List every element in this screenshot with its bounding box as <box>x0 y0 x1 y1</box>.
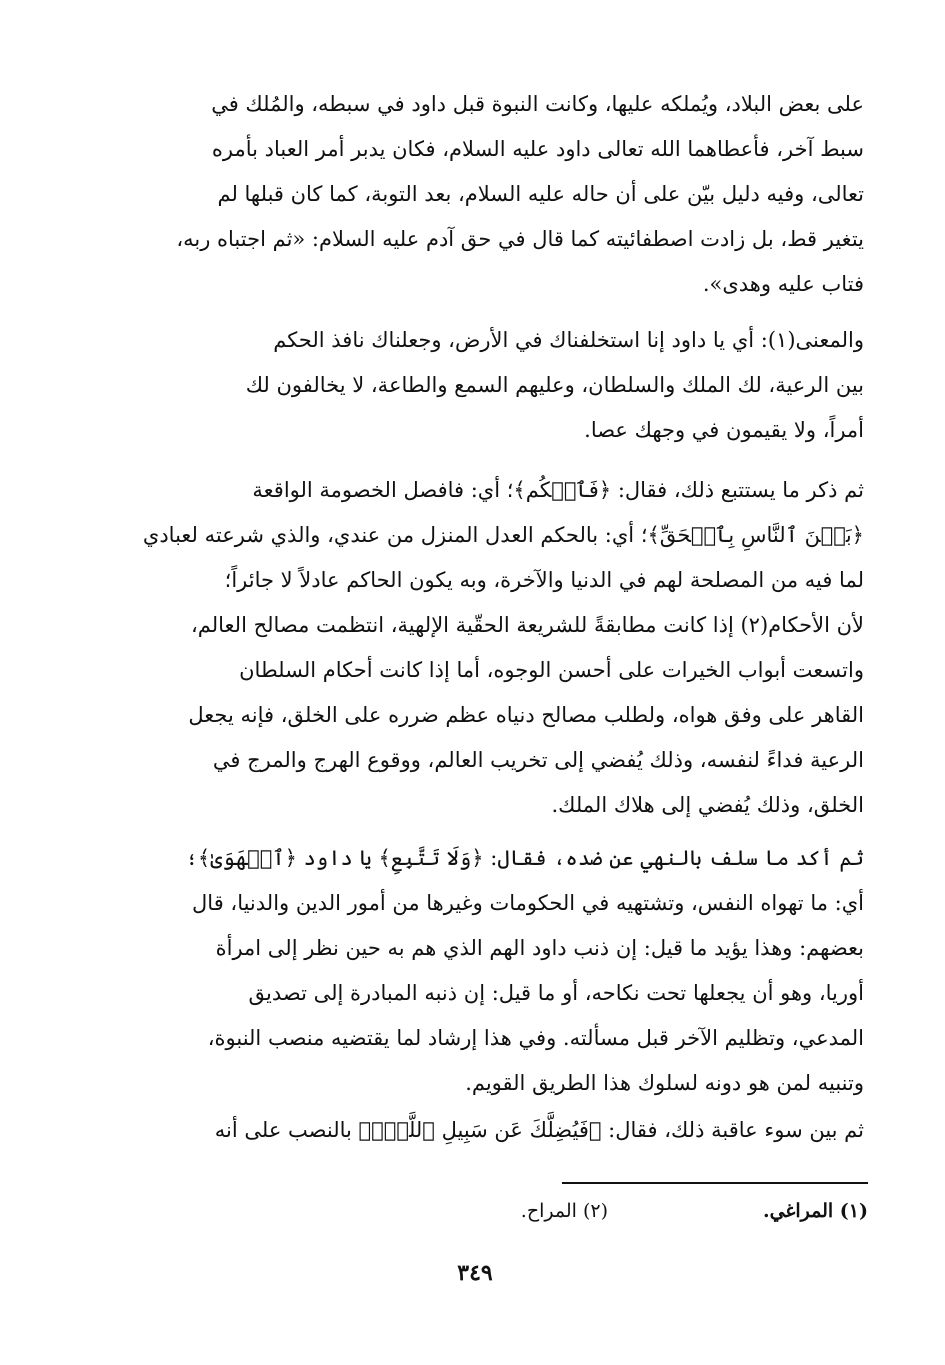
paragraph-line: واتسعت أبواب الخيرات على أحسن الوجوه، أما إذا كانت أحكام السلطان <box>239 658 864 682</box>
paragraph-line: يتغير قط، بل زادت اصطفائيته كما قال في حق آدم عليه السلام: «ثم اجتباه ربه، <box>176 227 864 251</box>
paragraph-line: لما فيه من المصلحة لهم في الدنيا والآخرة، وبه يكون الحاكم عادلاً لا جائراً؛ <box>224 568 864 592</box>
paragraph-line: ثم بين سوء عاقبة ذلك، فقال: ﴿فَيُضِلَّكَ عَن سَبِيلِ ٱللَّهِۚ﴾ بالنصب على أنه <box>214 1118 864 1142</box>
paragraph-5 <box>100 1108 864 1153</box>
paragraph-1 <box>100 82 864 307</box>
paragraph-line: بعضهم: وهذا يؤيد ما قيل: إن ذنب داود الهم الذي هم به حين نظر إلى امرأة <box>215 936 864 960</box>
paragraph-line: بين الرعية، لك الملك والسلطان، وعليهم السمع والطاعة، لا يخالفون لك <box>245 373 864 397</box>
paragraph-line: وتنبيه لمن هو دونه لسلوك هذا الطريق القويم. <box>465 1071 864 1095</box>
paragraph-line: والمعنى(١): أي يا داود إنا استخلفناك في الأرض، وجعلناك نافذ الحكم <box>273 328 864 352</box>
paragraph-line: لأن الأحكام(٢) إذا كانت مطابقةً للشريعة الحقّية الإلهية، انتظمت مصالح العالم، <box>190 613 864 637</box>
footnote-1: (١) المراغي. <box>762 1200 868 1222</box>
paragraph-line: القاهر على وفق هواه، ولطلب مصالح دنياه عظم ضرره على الخلق، فإنه يجعل <box>188 703 864 727</box>
paragraph-line: سبط آخر، فأعطاهما الله تعالى داود عليه السلام، فكان يدبر أمر العباد بأمره <box>211 137 864 161</box>
paragraph-line: ﴿بَيۡنَ ٱلنَّاسِ بِٱلۡحَقِّ﴾؛ أي: بالحكم العدل المنزل من عندي، والذي شرعته لعبادي <box>142 523 864 547</box>
paragraph-line: على بعض البلاد، ويُملكه عليها، وكانت النبوة قبل داود في سبطه، والمُلك في <box>211 92 864 116</box>
paragraph-4 <box>100 836 864 1106</box>
footnote-divider <box>562 1182 868 1184</box>
paragraph-line: ثم أكد ما سلف بالنهي عن ضده، فقال: ﴿وَلَا تَتَّبِعِ﴾ يا داود ﴿ٱلۡهَوَىٰ﴾؛ <box>185 846 864 870</box>
paragraph-line: تعالى، وفيه دليل بيّن على أن حاله عليه السلام، بعد التوبة، كما كان قبلها لم <box>217 182 864 206</box>
paragraph-line: أي: ما تهواه النفس، وتشتهيه في الحكومات وغيرها من أمور الدين والدنيا، قال <box>192 891 864 915</box>
footnotes <box>330 1196 868 1226</box>
paragraph-line: أوريا، وهو أن يجعلها تحت نكاحه، أو ما قيل: إن ذنبه المبادرة إلى تصديق <box>248 981 864 1005</box>
footnote-2: (٢) المراح. <box>520 1200 608 1222</box>
paragraph-2 <box>100 318 864 453</box>
paragraph-line: فتاب عليه وهدى». <box>702 272 864 296</box>
paragraph-3 <box>100 468 864 828</box>
paragraph-line: الخلق، وذلك يُفضي إلى هلاك الملك. <box>551 793 864 817</box>
paragraph-line: أمراً، ولا يقيمون في وجهك عصا. <box>584 418 864 442</box>
page-number: ٣٤٩ <box>457 1260 493 1286</box>
paragraph-line: الرعية فداءً لنفسه، وذلك يُفضي إلى تخريب العالم، ووقوع الهرج والمرج في <box>212 748 864 772</box>
paragraph-line: ثم ذكر ما يستتبع ذلك، فقال: ﴿فَٱحۡكُم﴾؛ أي: فافصل الخصومة الواقعة <box>252 478 864 502</box>
paragraph-line: المدعي، وتظليم الآخر قبل مسألته. وفي هذا إرشاد لما يقتضيه منصب النبوة، <box>207 1026 864 1050</box>
